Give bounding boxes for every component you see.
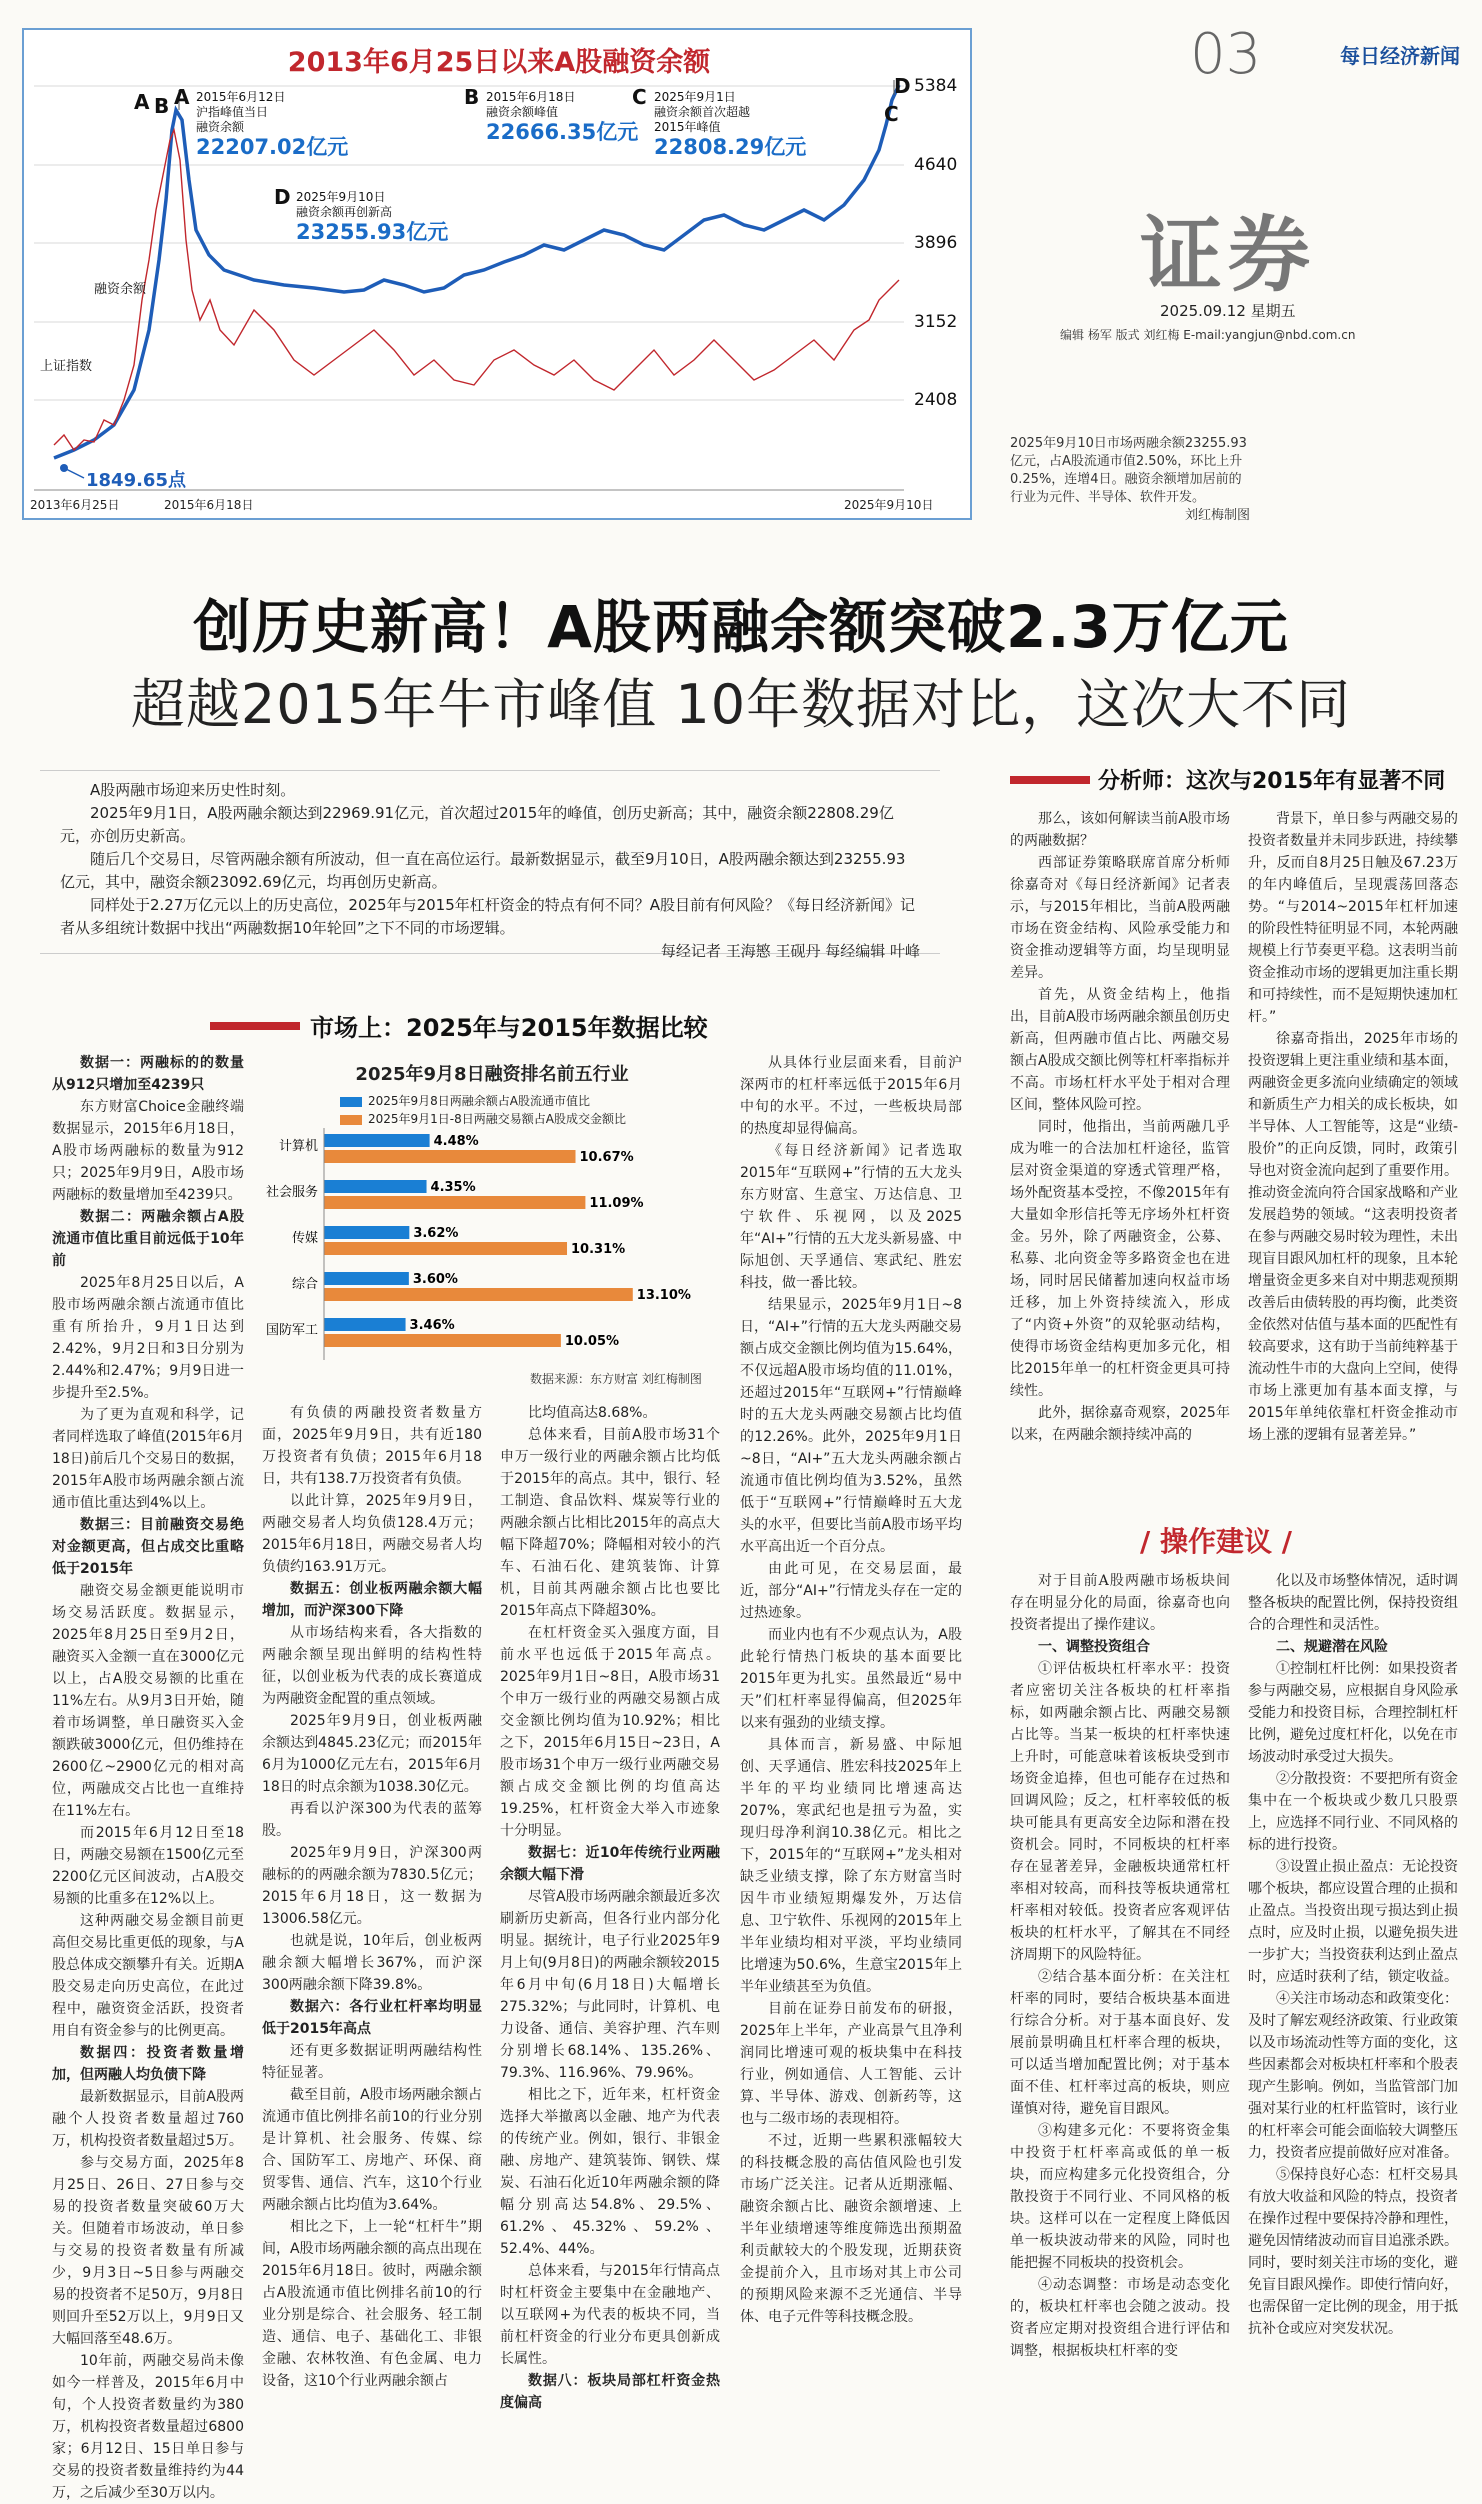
category-label: 传媒 [291, 1231, 318, 1246]
paragraph: ③设置止损止盈点：无论投资哪个板块，都应设置合理的止损和止盈点。当投资出现亏损达到止损点时，应及时止损，以避免损失进一步扩大；当投资获利达到止盈点时，应适时获利了结，锁定收益。 [1248, 1859, 1458, 1985]
paragraph: 再看以沪深300为代表的蓝筹股。 [262, 1801, 482, 1839]
paragraph: 相比之下，近年来，杠杆资金选择大举撤离以金融、地产为代表的传统产业。例如，银行、非银金融、房地产、建筑装饰、钢铁、煤炭、石油石化近10年两融余额的降幅分别高达54.8%、29.5%、61.2%、45.32%、59.2%、52.4%、44%。 [500, 2087, 720, 2257]
paragraph: 总体来看，目前A股市场31个申万一级行业的两融余额占比均低于2015年的高点。其中，银行、轻工制造、食品饮料、煤炭等行业的两融余额占比相比2015年的高点大幅下降超70%；降幅相对较小的汽车、石油石化、建筑装饰、计算机，目前其两融余额占比也要比2015年高点下降超30%。 [500, 1427, 720, 1619]
paragraph: 而2015年6月12日至18日，两融交易额在1500亿元至2200亿元区间波动，占A股交易额的比重多在12%以上。 [52, 1825, 244, 1907]
bar-series-1 [324, 1318, 406, 1331]
paragraph: 参与交易方面，2025年8月25日、26日、27日参与交易的投资者数量突破60万大关。但随着市场波动，单日参与交易的投资者数量有所减少，9月3日~5日参与两融交易的投资者不足50万，9月8日则回升至52万以上，9月9日又大幅回落至48.6万。 [52, 2155, 244, 2347]
column-4 [740, 1052, 962, 2422]
y-tick: 4640 [914, 155, 958, 175]
paragraph: 比均值高达8.68%。 [528, 1405, 657, 1421]
paragraph: 2025年9月9日，创业板两融余额达到4845.23亿元；而2015年6月为1000亿元左右，2015年6月18日的时点余额为1038.30亿元。 [262, 1713, 482, 1795]
section-title: 证券 [1140, 208, 1317, 303]
ops-column-1 [1010, 1570, 1230, 2422]
headline-main: 创历史新高！A股两融余额突破2.3万亿元 [193, 593, 1289, 661]
paragraph: 融资交易金额更能说明市场交易活跃度。数据显示，2025年8月25日至9月2日，融资买入金额一直在3000亿元以上，占A股交易额的比重在11%左右。从9月3日开始，随着市场调整，单日融资买入金额跌破3000亿元，但仍维持在2600亿~2900亿元的相对高位，两融成交占比也一直维持在11%左右。 [52, 1583, 244, 1819]
x-tick: 2015年6月18日 [164, 498, 254, 512]
subheading: 二、规避潜在风险 [1276, 1639, 1388, 1655]
x-tick: 2013年6月25日 [30, 498, 120, 512]
shanghai-index-line [54, 130, 899, 450]
subheading: 一、调整投资组合 [1038, 1639, 1150, 1655]
paragraph: ⑤保持良好心态：杠杆交易具有放大收益和风险的特点，投资者在操作过程中要保持冷静和理性，避免因情绪波动而盲目追涨杀跌。同时，要时刻关注市场的变化，避免盲目跟风操作。即使行情向好，也需保留一定比例的现金，用于抵抗补仓或应对突发状况。 [1248, 2167, 1458, 2337]
peak-letter-c: C [884, 102, 899, 126]
paragraph: 首先，从资金结构上，他指出，目前A股市场两融余额虽创历史新高，但两融市值占比、两融交易额占A股成交额比例等杠杆率指标并不高。市场杠杆水平处于相对合理区间，整体风险可控。 [1010, 987, 1230, 1113]
annotation-b: B 2015年6月18日 融资余额峰值 22666.35亿元 [464, 85, 639, 144]
column-3 [500, 1402, 720, 2422]
paragraph: ②结合基本面分析：在关注杠杆率的同时，要结合板块基本面进行综合分析。对于基本面良好、发展前景明确且杠杆率合理的板块，可以适当增加配置比例；对于基本面不佳、杠杆率过高的板块，则应谨慎对待，避免盲目跟风。 [1010, 1969, 1230, 2117]
subheading: 数据三：目前融资交易绝对金额更高，但占成交比重略低于2015年 [52, 1517, 244, 1577]
issue-date: 2025.09.12 星期五 [1160, 302, 1296, 320]
paragraph: 2025年9月9日，沪深300两融标的的两融余额为7830.5亿元；2015年6月18日，这一数据为13006.58亿元。 [262, 1845, 482, 1927]
column-5 [1010, 808, 1230, 1478]
low-point-label: 1849.65点 [86, 470, 186, 491]
paragraph: 最新数据显示，目前A股两融个人投资者数量超过760万，机构投资者数量超过5万。 [52, 2089, 244, 2149]
page-number: 03 [1190, 22, 1262, 87]
bar-chart-source: 数据来源：东方财富 刘红梅制图 [530, 1372, 702, 1386]
paper-name: 每日经济新闻 [1340, 44, 1460, 68]
editor-line: 编辑 杨军 版式 刘红梅 E-mail:yangjun@nbd.com.cn [1060, 328, 1356, 342]
subheading: 数据五：创业板两融余额大幅增加，而沪深300下降 [262, 1581, 482, 1619]
bar-series-1 [324, 1180, 427, 1193]
paragraph: ①控制杠杆比例：如果投资者参与两融交易，应根据自身风险承受能力和投资目标，合理控制杠杆比例，避免过度杠杆化，以免在市场波动时承受过大损失。 [1248, 1661, 1458, 1765]
category-label: 国防军工 [265, 1323, 318, 1338]
bar-chart-plot [262, 1128, 732, 1364]
column-1 [52, 1052, 244, 2501]
paragraph: 截至目前，A股市场两融余额占流通市值比例排名前10的行业分别是计算机、社会服务、传媒、综合、国防军工、房地产、环保、商贸零售、通信、汽车，这10个行业两融余额占比均值为3.64%。 [262, 2087, 482, 2213]
subheading: 数据一：两融标的的数量从912只增加至4239只 [52, 1055, 244, 1093]
subheading: 数据七：近10年传统行业两融余额大幅下滑 [500, 1845, 720, 1883]
headline-sub: 超越2015年牛市峰值 10年数据对比，这次大不同 [130, 673, 1352, 736]
paragraph: 还有更多数据证明两融结构性特征显著。 [262, 2043, 482, 2081]
paragraph: 东方财富Choice金融终端数据显示，2015年6月18日，A股市场两融标的数量为912只；2025年9月9日，A股市场两融标的数量增加至4239只。 [52, 1099, 244, 1203]
section-bar [210, 1022, 300, 1030]
bar-series-2 [324, 1288, 633, 1301]
paragraph: 在杠杆资金买入强度方面，目前水平也远低于2015年高点。2025年9月1日~8日，A股市场31个申万一级行业的两融交易额占成交金额比例均值为10.92%；相比之下，2015年6月15日~23日，A股市场31个申万一级行业两融交易额占成交金额比例的均值高达19.25%，杠杆资金大举入市迹象十分明显。 [500, 1625, 720, 1839]
paragraph: 也就是说，10年后，创业板两融余额大幅增长367%，而沪深300两融余额下降39.8%。 [262, 1933, 482, 1993]
category-label: 计算机 [278, 1139, 318, 1154]
bar-legend [340, 1092, 626, 1128]
bar-value-label: 3.62% [413, 1226, 459, 1241]
paragraph: 徐嘉奇指出，2025年市场的投资逻辑上更注重业绩和基本面，两融资金更多流向业绩确定的领域和新质生产力相关的成长板块，如半导体、人工智能等，这是“业绩-股价”的正向反馈，同时，政策引导也对资金流向起到了重要作用。推动资金流向符合国家战略和产业发展趋势的领域。“这表明投资者在参与两融交易时较为理性，未出现盲目跟风加杠杆的现象，且本轮增量资金更多来自对中期悲观预期改善后由债转股的再均衡，此类资金依然对估值与基本面的匹配性有较高要求，这有助于当前纯粹基于流动性牛市的大盘向上空间，使得市场上涨更加有基本面支撑，与2015年单纯依靠杠杆资金推动市场上涨的逻辑有显著差异。” [1248, 1031, 1458, 1443]
y-tick: 3152 [914, 312, 958, 332]
financing-balance-chart [22, 28, 972, 520]
bar-value-label: 11.09% [589, 1196, 644, 1211]
paragraph: 有负债的两融投资者数量方面，2025年9月9日，共有近180万投资者有负债；2015年6月18日，共有138.7万投资者有负债。 [262, 1405, 482, 1487]
subheading: 数据二：两融余额占A股流通市值比重目前远低于10年前 [52, 1209, 244, 1269]
section-heading-analyst: 分析师：这次与2015年有显著不同 [1098, 769, 1446, 794]
ops-column-2 [1248, 1570, 1458, 2422]
lead-paragraph: A股两融市场迎来历史性时刻。 2025年9月1日，A股两融余额达到22969.91亿元，首次超过2015年的峰值，创历史新高；其中，融资余额22808.29亿元，亦创历史新高。 随后几个交易日，尽管两融余额有所波动，但一直在高位运行。最新数据显示，截至9月10日，A股两融余额达到23255.93亿元，其中，融资余额23092.69亿元，均再创历史新高。 同样处于2.27万亿元以上的历史高位，2025年与2015年杠杆资金的特点有何不同？A股目前有何风险？《每日经济新闻》记者从多组统计数据中找出“两融数据10年轮回”之下不同的市场逻辑。 每经记者 王海慜 王砚丹 每经编辑 叶峰 [40, 770, 940, 954]
annotation-c: C 2025年9月1日 融资余额首次超越 2015年峰值 22808.29亿元 [632, 85, 807, 159]
section-bar [1010, 776, 1090, 784]
bar-value-label: 4.48% [433, 1134, 479, 1149]
paragraph: 此外，据徐嘉奇观察，2025年以来，在两融余额持续冲高的 [1010, 1405, 1230, 1443]
bar-series-2 [324, 1150, 576, 1163]
annotation-d: D 2025年9月10日 融资余额再创新高 23255.93亿元 [274, 185, 449, 244]
index-series-label: 上证指数 [40, 359, 93, 374]
paragraph: ③构建多元化：不要将资金集中投资于杠杆率高或低的单一板块，而应构建多元化投资组合，分散投资于不同行业、不同风格的板块。这样可以在一定程度上降低因单一板块波动带来的风险，同时也能把握不同板块的投资机会。 [1010, 2123, 1230, 2271]
bar-series-2 [324, 1196, 585, 1209]
paragraph: 相比之下，上一轮“杠杆牛”期间，A股市场两融余额的高点出现在2015年6月18日。彼时，两融余额占A股流通市值比例排名前10的行业分别是综合、社会服务、轻工制造、通信、电子、基础化工、非银金融、农林牧渔、有色金属、电力设备，这10个行业两融余额占 [262, 2219, 482, 2389]
paragraph: 背景下，单日参与两融交易的投资者数量并未同步跃进，持续攀升，反而自8月25日触及67.23万的年内峰值后，呈现震荡回落态势。“与2014~2015年杠杆加速的阶段性特征明显不同，本轮两融规模上行节奏更平稳。这表明当前资金推动市场的逻辑更加注重长期和可持续性，而不是短期快速加杠杆。” [1248, 811, 1458, 1025]
paragraph: 2025年8月25日以后，A股市场两融余额占流通市值比重有所抬升，9月1日达到2.42%，9月2日和3日分别为2.44%和2.47%；9月9日进一步提升至2.5%。 [52, 1275, 244, 1401]
bar-series-1 [324, 1272, 409, 1285]
paragraph: 而业内也有不少观点认为，A股此轮行情热门板块的基本面要比2015年更为扎实。虽然最近“易中天”们杠杆率显得偏高，但2025年以来有强劲的业绩支撑。 [740, 1627, 962, 1731]
column-6 [1248, 808, 1458, 1478]
paragraph: ②分散投资：不要把所有资金集中在一个板块或少数几只股票上，应选择不同行业、不同风格的标的进行投资。 [1248, 1771, 1458, 1853]
paragraph: ④关注市场动态和政策变化：及时了解宏观经济政策、行业政策以及市场流动性等方面的变化，这些因素都会对板块杠杆率和个股表现产生影响。例如，当监管部门加强对某行业的杠杆监管时，该行业的杠杆率会可能会面临较大调整压力，投资者应提前做好应对准备。 [1248, 1991, 1458, 2161]
peak-letter-d: D [894, 74, 911, 98]
legend-item: 2025年9月8日两融余额占A股流通市值比 [340, 1092, 626, 1110]
legend-item: 2025年9月1日-8日两融交易额占A股成交金额比 [340, 1110, 626, 1128]
annotation-a: A 2015年6月12日 沪指峰值当日 融资余额 22207.02亿元 [174, 85, 349, 159]
peak-letter-a: A [134, 90, 150, 114]
bar-value-label: 13.10% [636, 1288, 691, 1303]
subheading: 数据八：板块局部杠杆资金热度偏高 [500, 2373, 720, 2411]
paragraph: 从具体行业层面来看，目前沪深两市的杠杆率远低于2015年6月中旬的水平。不过，一些板块局部的热度却显得偏高。 [740, 1055, 962, 1137]
paragraph: 对于目前A股两融市场板块间存在明显分化的局面，徐嘉奇也向投资者提出了操作建议。 [1010, 1573, 1230, 1633]
paragraph: 从市场结构来看，各大指数的两融余额呈现出鲜明的结构性特征，以创业板为代表的成长赛道成为两融资金配置的重点领域。 [262, 1625, 482, 1707]
bar-value-label: 4.35% [430, 1180, 476, 1195]
byline: 每经记者 王海慜 王砚丹 每经编辑 叶峰 [660, 942, 920, 960]
bar-value-label: 3.46% [409, 1318, 455, 1333]
paragraph: ①评估板块杠杆率水平：投资者应密切关注各板块的杠杆率指标，如两融余额占比、两融交易额占比等。当某一板块的杠杆率快速上升时，可能意味着该板块受到市场资金追捧，但也可能存在过热和回调风险；反之，杠杆率较低的板块可能具有更高安全边际和潜在投资机会。同时，不同板块的杠杆率存在显著差异，金融板块通常杠杆率相对较高，而科技等板块通常杠杆率相对较低。投资者应客观评估板块的杠杆水平，了解其在不同经济周期下的风险特征。 [1010, 1661, 1230, 1963]
peak-letter-b: B [154, 94, 170, 118]
bar-value-label: 10.05% [564, 1334, 620, 1349]
paragraph: 具体而言，新易盛、中际旭创、天孚通信、胜宏科技2025年上半年的平均业绩同比增速高达207%，寒武纪也是扭亏为盈，实现归母净利润10.38亿元。相比之下，2015年的“互联网+”龙头相对缺乏业绩支撑，除了东方财富当时因牛市业绩短期爆发外，万达信息、卫宁软件、乐视网的2015年上半年业绩均相对平淡，平均业绩同比增速为50.6%，生意宝2015年上半年业绩甚至为负值。 [740, 1737, 962, 1995]
category-label: 社会服务 [265, 1185, 318, 1200]
paragraph: 化以及市场整体情况，适时调整各板块的配置比例，保持投资组合的合理性和灵活性。 [1248, 1573, 1458, 1633]
paragraph: 不过，近期一些累积涨幅较大的科技概念股的高估值风险也引发市场广泛关注。记者从近期涨幅、融资余额占比、融资余额增速、上半年业绩增速等维度筛选出预期盈利贡献较大的个股发现，近期获资金提前介入，且市场对其上市公司的预期风险来源不乏光通信、半导体、电子元件等科技概念股。 [740, 2133, 962, 2325]
bar-series-1 [324, 1226, 409, 1239]
paragraph: ④动态调整：市场是动态变化的，板块杠杆率也会随之波动。投资者应定期对投资组合进行评估和调整，根据板块杠杆率的变 [1010, 2277, 1230, 2359]
paragraph: 总体来看，与2015年行情高点时杠杆资金主要集中在金融地产、以互联网+为代表的板块不同，当前杠杆资金的行业分布更具创新成长属性。 [500, 2263, 720, 2367]
paragraph: 那么，该如何解读当前A股市场的两融数据？ [1010, 811, 1230, 849]
y-tick: 2408 [914, 390, 958, 410]
paragraph: 《每日经济新闻》记者选取2015年“互联网+”行情的五大龙头东方财富、生意宝、万达信息、卫宁软件、乐视网，以及2025年“AI+”行情的五大龙头新易盛、中际旭创、天孚通信、寒武纪、胜宏科技，做一番比较。 [740, 1143, 962, 1291]
paragraph: 为了更为直观和科学，记者同样选取了峰值(2015年6月18日)前后几个交易日的数据，2015年A股市场两融余额占流通市值比重达到4%以上。 [52, 1407, 244, 1511]
chart-credit: 刘红梅制图 [1184, 508, 1250, 523]
bar-series-1 [324, 1134, 430, 1147]
bar-chart-title: 2025年9月8日融资排名前五行业 [355, 1064, 629, 1085]
paragraph: 西部证券策略联席首席分析师徐嘉奇对《每日经济新闻》记者表示，与2015年相比，当前A股两融市场在资金结构、风险承受能力和资金推动逻辑等方面，均呈现明显差异。 [1010, 855, 1230, 981]
paragraph: 目前在证券日前发布的研报，2025年上半年，产业高景气且净利润同比增速可观的板块集中在科技行业，例如通信、人工智能、云计算、半导体、游戏、创新药等，这也与二级市场的表现相符。 [740, 2001, 962, 2127]
paragraph: 以此计算，2025年9月9日，两融交易者人均负债128.4万元；2015年6月18日，两融交易者人均负债约163.91万元。 [262, 1493, 482, 1575]
chart-title: 2013年6月25日以来A股融资余额 [287, 47, 711, 78]
category-label: 综合 [291, 1277, 318, 1292]
x-tick: 2025年9月10日 [844, 498, 934, 512]
paragraph: 结果显示，2025年9月1日~8日，“AI+”行情的五大龙头两融交易额占成交金额比例均值为15.64%，不仅远超A股市场均值的11.01%，还超过2015年“互联网+”行情巅峰时的五大龙头两融交易额占比均值的12.26%。此外，2025年9月1日~8日，“AI+”五大龙头两融余额占流通市值比例均值为3.52%，虽然低于“互联网+”行情巅峰时五大龙头的水平，但要比当前A股市场平均水平高出近一个百分点。 [740, 1297, 962, 1555]
chart-caption: 2025年9月10日市场两融余额23255.93亿元，占A股流通市值2.50%，环比上升0.25%，连增4日。融资余额增加居前的行业为元件、半导体、软件开发。 刘红梅制图 [1010, 436, 1250, 523]
paragraph: 这种两融交易金额目前更高但交易比重更低的现象，与A股总体成交额攀升有关。近期A股交易走向历史高位，在此过程中，融资资金活跃，投资者用自有资金参与的比例更高。 [52, 1913, 244, 2039]
subheading: 数据四：投资者数量增加，但两融人均负债下降 [52, 2045, 244, 2083]
paragraph: 10年前，两融交易尚未像如今一样普及，2015年6月中旬，个人投资者数量约为380万，机构投资者数量超过6800家；6月12日、15日单日参与交易的投资者数量维持约为44万，之后减少至30万以内。 [52, 2353, 244, 2501]
paragraph: 同时，他指出，当前两融几乎成为唯一的合法加杠杆途径，监管层对资金渠道的穿透式管理严格，场外配资基本受控，不像2015年有大量如伞形信托等无序场外杠杆资金。另外，除了两融资金，公募、私募、北向资金等多路资金也在进场，同时居民储蓄加速向权益市场迁移，加上外资持续流入，形成了“内资+外资”的双轮驱动结构，使得市场资金结构更加多元化，相比2015年单一的杠杆资金更具可持续性。 [1010, 1119, 1230, 1399]
paragraph: 由此可见，在交易层面，最近，部分“AI+”行情龙头存在一定的过热迹象。 [740, 1561, 962, 1621]
paragraph: 尽管A股市场两融余额最近多次刷新历史新高，但各行业内部分化明显。据统计，电子行业2025年9月上旬(9月8日)的两融余额较2015年6月中旬(6月18日)大幅增长275.32%；与此同时，计算机、电力设备、通信、美容护理、汽车则分别增长68.14%、135.26%、79.3%、116.96%、79.96%。 [500, 1889, 720, 2081]
ops-heading: / 操作建议 / [1140, 1525, 1292, 1558]
financing-series-label: 融资余额 [94, 282, 147, 297]
bar-value-label: 10.31% [571, 1242, 626, 1257]
bar-value-label: 10.67% [579, 1150, 634, 1165]
subheading: 数据六：各行业杠杆率均明显低于2015年高点 [262, 1999, 482, 2037]
y-tick: 3896 [914, 233, 958, 253]
bar-value-label: 3.60% [412, 1272, 458, 1287]
bar-series-2 [324, 1334, 561, 1347]
bar-series-2 [324, 1242, 567, 1255]
y-tick: 5384 [914, 76, 958, 96]
section-heading-market: 市场上：2025年与2015年数据比较 [310, 1014, 708, 1042]
column-2 [262, 1402, 482, 2422]
